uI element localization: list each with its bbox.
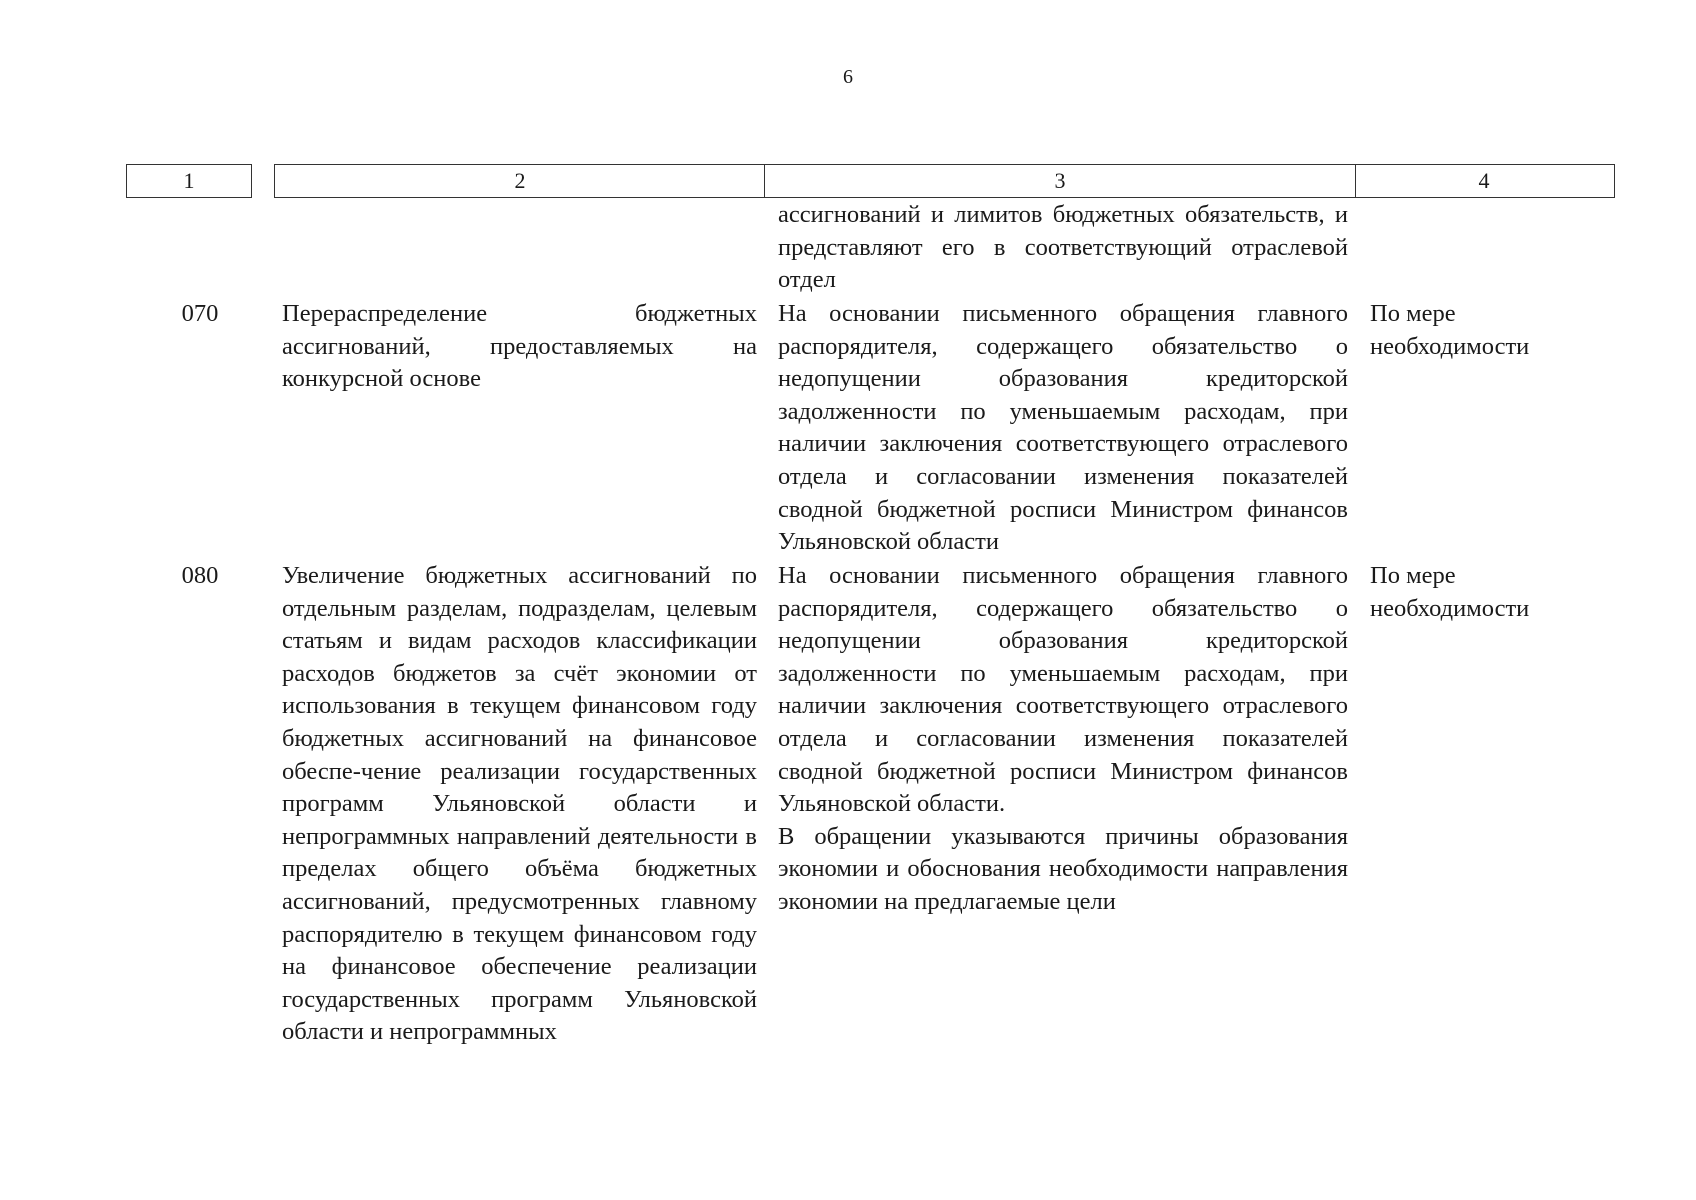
row-description: Увеличение бюджетных ассигнований по отдельным разделам, подразделам, целевым статьям и видам расходов классификации расходов бюджетов за счёт экономии от использования в текущем финансовом году бюджетных ассигнований на финансовое обеспе-чение реализации государственных программ Ульяновской области и непрограммных направлений деятельности в пределах общего объёма бюджетных ассигнований, предусмотренных главному распорядителю в текущем финансовом году на финансовое обеспечение реализации государственных программ Ульяновской области и непрограммных — [282, 562, 757, 1046]
continuation-text: ассигнований и лимитов бюджетных обязательств, и представляют его в соответствующий отраслевой отдел — [778, 201, 1348, 294]
row-basis-block — [778, 560, 1348, 919]
row-basis-note: В обращении указываются причины образования экономии и обоснования необходимости направления экономии на предлагаемые цели — [778, 822, 1348, 915]
row-timing: По мере необходимости — [1370, 562, 1530, 622]
row-basis: На основании письменного обращения главного распорядителя, содержащего обязательство о недопущении образования кредиторской задолженности по уменьшаемым расходам, при наличии заключения соответствующего отраслевого отдела и согласовании изменения показателей сводной бюджетной росписи Министром финансов Ульяновской области. — [778, 562, 1348, 818]
row-timing: По мере необходимости — [1370, 300, 1530, 360]
table-header-col-2: 2 — [274, 164, 765, 198]
row-code: 070 — [181, 300, 219, 327]
row-description: Перераспределение бюджетных ассигнований, предоставляемых на конкурсной основе — [282, 300, 757, 393]
table-header-col-1: 1 — [126, 164, 252, 198]
table-header-col-4: 4 — [1354, 164, 1615, 198]
page-number: 6 — [843, 66, 853, 88]
table-header-col-3: 3 — [764, 164, 1356, 198]
row-basis: На основании письменного обращения главного распорядителя, содержащего обязательство о недопущении образования кредиторской задолженности по уменьшаемым расходам, при наличии заключения соответствующего отраслевого отдела и согласовании изменения показателей сводной бюджетной росписи Министром финансов Ульяновской области — [778, 300, 1348, 556]
table-header-row — [126, 164, 1616, 198]
row-code: 080 — [181, 562, 219, 589]
